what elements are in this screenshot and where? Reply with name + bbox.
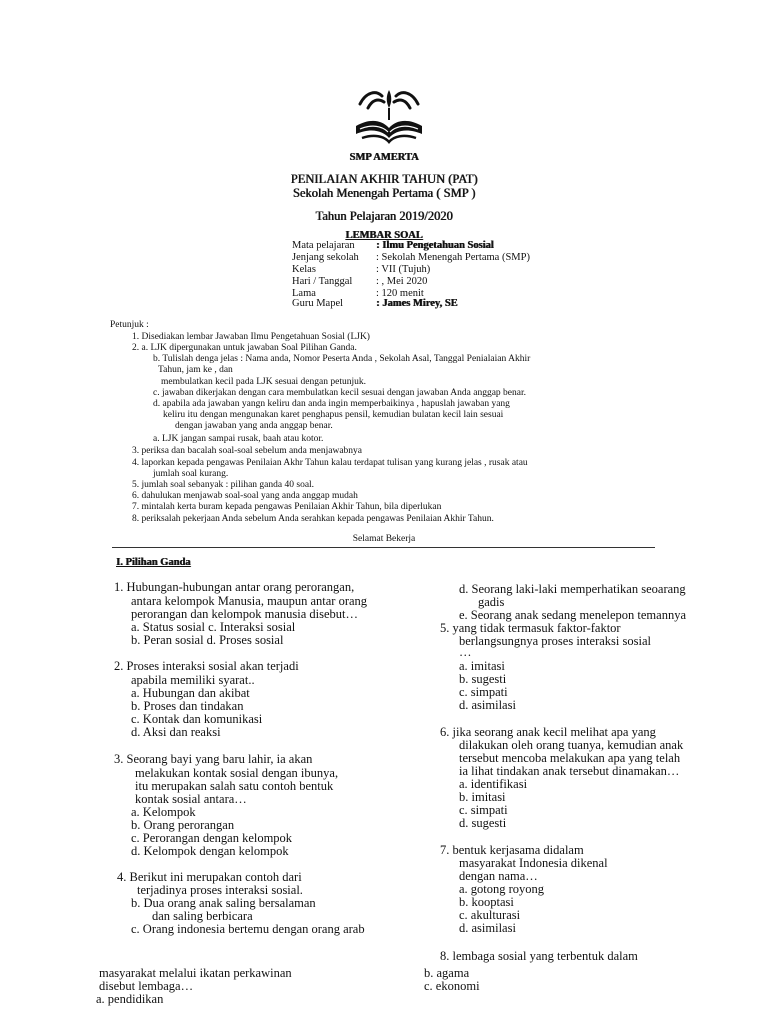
info-row: Lama : 120 menit: [292, 288, 424, 299]
instruction-line: 8. periksalah pekerjaan Anda sebelum Anda serahkan kepada pengawas Penilaian Akhir Tahun.: [132, 514, 494, 524]
answer-option: c. ekonomi: [424, 979, 480, 993]
question-line: 5. yang tidak termasuk faktor-faktor: [440, 621, 621, 635]
answer-option: c. Perorangan dengan kelompok: [131, 831, 293, 845]
sheet-title: LEMBAR SOAL: [345, 230, 423, 241]
answer-option: c. simpati: [459, 685, 508, 699]
closing-text: Selamat Bekerja: [352, 534, 416, 544]
info-row: Guru Mapel : James Mirey, SE: [292, 298, 458, 309]
info-row: Mata pelajaran : Ilmu Pengetahuan Sosial: [292, 240, 494, 251]
answer-option: a. imitasi: [459, 659, 505, 673]
answer-option: b. kooptasi: [459, 895, 514, 909]
question-line: masyarakat melalui ikatan perkawinan: [99, 966, 292, 980]
question-line: dengan nama…: [459, 869, 538, 883]
instruction-line: membulatkan kecil pada LJK sesuai dengan petunjuk.: [161, 377, 366, 387]
answer-option: d. asimilasi: [459, 921, 516, 935]
instruction-line: dengan jawaban yang anda anggap benar.: [175, 421, 333, 431]
question-line: kontak sosial antara…: [135, 792, 247, 806]
question-line: 4. Berikut ini merupakan contoh dari: [117, 870, 302, 884]
instruction-line: c. jawaban dikerjakan dengan cara membulatkan kecil sesuai dengan jawaban Anda anggap benar.: [153, 388, 526, 398]
divider: [112, 547, 655, 548]
info-row: Kelas : VII (Tujuh): [292, 264, 431, 275]
question-line: 6. jika seorang anak kecil melihat apa yang: [440, 725, 656, 739]
answer-option: e. Seorang anak sedang menelepon temannya: [459, 608, 686, 622]
instruction-line: 6. dahulukan menjawab soal-soal yang anda anggap mudah: [132, 491, 358, 501]
question-line: perorangan dan kelompok manusia disebut…: [131, 607, 359, 621]
school-level: Sekolah Menengah Pertama ( SMP ): [292, 186, 476, 200]
answer-option: b. Proses dan tindakan: [131, 699, 244, 713]
answer-option: c. Kontak dan komunikasi: [131, 712, 263, 726]
answer-option: a. Hubungan dan akibat: [131, 686, 250, 700]
answer-option: a. identifikasi: [459, 777, 528, 791]
instruction-line: a. LJK jangan sampai rusak, baah atau kotor.: [153, 434, 324, 444]
answer-option: d. sugesti: [459, 816, 507, 830]
question-line: itu merupakan salah satu contoh bentuk: [135, 779, 334, 793]
exam-title: PENILAIAN AKHIR TAHUN (PAT): [290, 172, 478, 186]
question-line: 8. lembaga sosial yang terbentuk dalam: [440, 949, 638, 963]
section-title: I. Pilihan Ganda: [116, 557, 191, 568]
question-line: disebut lembaga…: [99, 979, 194, 993]
question-line: berlangsungnya proses interaksi sosial: [459, 634, 651, 648]
answer-option: b. agama: [424, 966, 470, 980]
answer-option: a. Kelompok: [131, 805, 196, 819]
answer-option: d. Aksi dan reaksi: [131, 725, 221, 739]
answer-option: c. akulturasi: [459, 908, 521, 922]
instruction-line: 1. Disediakan lembar Jawaban Ilmu Pengetahuan Sosial (LJK): [132, 332, 370, 342]
instruction-line: keliru itu dengan mengunakan karet penghapus pensil, kemudian bulatan kecil lain sesuai: [163, 410, 504, 420]
instructions-title: Petunjuk :: [110, 320, 149, 330]
instruction-line: jumlah soal kurang.: [153, 469, 229, 479]
info-row: Hari / Tanggal : , Mei 2020: [292, 276, 428, 287]
question-line: tersebut mencoba melakukan apa yang telah: [459, 751, 681, 765]
answer-option: d. asimilasi: [459, 698, 516, 712]
question-line: ia lihat tindakan anak tersebut dinamakan…: [459, 764, 680, 778]
academic-year: Tahun Pelajaran 2019/2020: [315, 209, 453, 223]
answer-option: a. gotong royong: [459, 882, 545, 896]
question-line: melakukan kontak sosial dengan ibunya,: [135, 766, 339, 780]
question-line: antara kelompok Manusia, maupun antar orang: [131, 594, 368, 608]
question-line: masyarakat Indonesia dikenal: [459, 856, 608, 870]
question-line: 7. bentuk kerjasama didalam: [440, 843, 584, 857]
answer-option: b. imitasi: [459, 790, 506, 804]
answer-option: b. sugesti: [459, 672, 507, 686]
question-line: 3. Seorang bayi yang baru lahir, ia akan: [114, 752, 313, 766]
instruction-line: d. apabila ada jawaban yangn keliru dan anda ingin memperbaikinya , hapuslah jawaban yang: [153, 399, 510, 409]
answer-option: a. Status sosial c. Interaksi sosial: [131, 620, 296, 634]
school-name: SMP AMERTA: [349, 152, 419, 163]
answer-option: a. pendidikan: [96, 992, 164, 1006]
answer-option: d. Seorang laki-laki memperhatikan seoarang: [459, 582, 686, 596]
answer-option: b. Dua orang anak saling bersalaman: [131, 896, 316, 910]
question-line: 1. Hubungan-hubungan antar orang perorangan,: [114, 580, 355, 594]
question-line: 2. Proses interaksi sosial akan terjadi: [114, 659, 299, 673]
answer-option: dan saling berbicara: [152, 909, 253, 923]
answer-option: d. Kelompok dengan kelompok: [131, 844, 289, 858]
answer-option: gadis: [478, 595, 505, 609]
answer-option: c. simpati: [459, 803, 508, 817]
question-line: dilakukan oleh orang tuanya, kemudian anak: [459, 738, 684, 752]
instruction-line: b. Tulislah denga jelas : Nama anda, Nomor Peserta Anda , Sekolah Asal, Tanggal Penialaian Akhir: [153, 354, 531, 364]
answer-option: c. Orang indonesia bertemu dengan orang arab: [131, 922, 365, 936]
instruction-line: 3. periksa dan bacalah soal-soal sebelum anda menjawabnya: [132, 446, 363, 456]
instruction-line: 4. laporkan kepada pengawas Penilaian Akhr Tahun kalau terdapat tulisan yang kurang jelas , rusak atau: [132, 458, 528, 468]
open-book-logo-icon: [352, 86, 426, 148]
info-row: Jenjang sekolah : Sekolah Menengah Pertama (SMP): [292, 252, 530, 263]
answer-option: b. Peran sosial d. Proses sosial: [131, 633, 284, 647]
instruction-line: 5. jumlah soal sebanyak : pilihan ganda 40 soal.: [132, 480, 315, 490]
answer-option: b. Orang perorangan: [131, 818, 235, 832]
question-line: apabila memiliki syarat..: [131, 673, 255, 687]
question-line: terjadinya proses interaksi sosial.: [137, 883, 303, 897]
instruction-line: 7. mintalah kerta buram kepada pengawas Penilaian Akhir Tahun, bila diperlukan: [132, 502, 442, 512]
instruction-line: 2. a. LJK dipergunakan untuk jawaban Soal Pilihan Ganda.: [132, 343, 357, 353]
question-line: …: [459, 645, 472, 659]
instruction-line: Tahun, jam ke , dan: [158, 365, 233, 375]
